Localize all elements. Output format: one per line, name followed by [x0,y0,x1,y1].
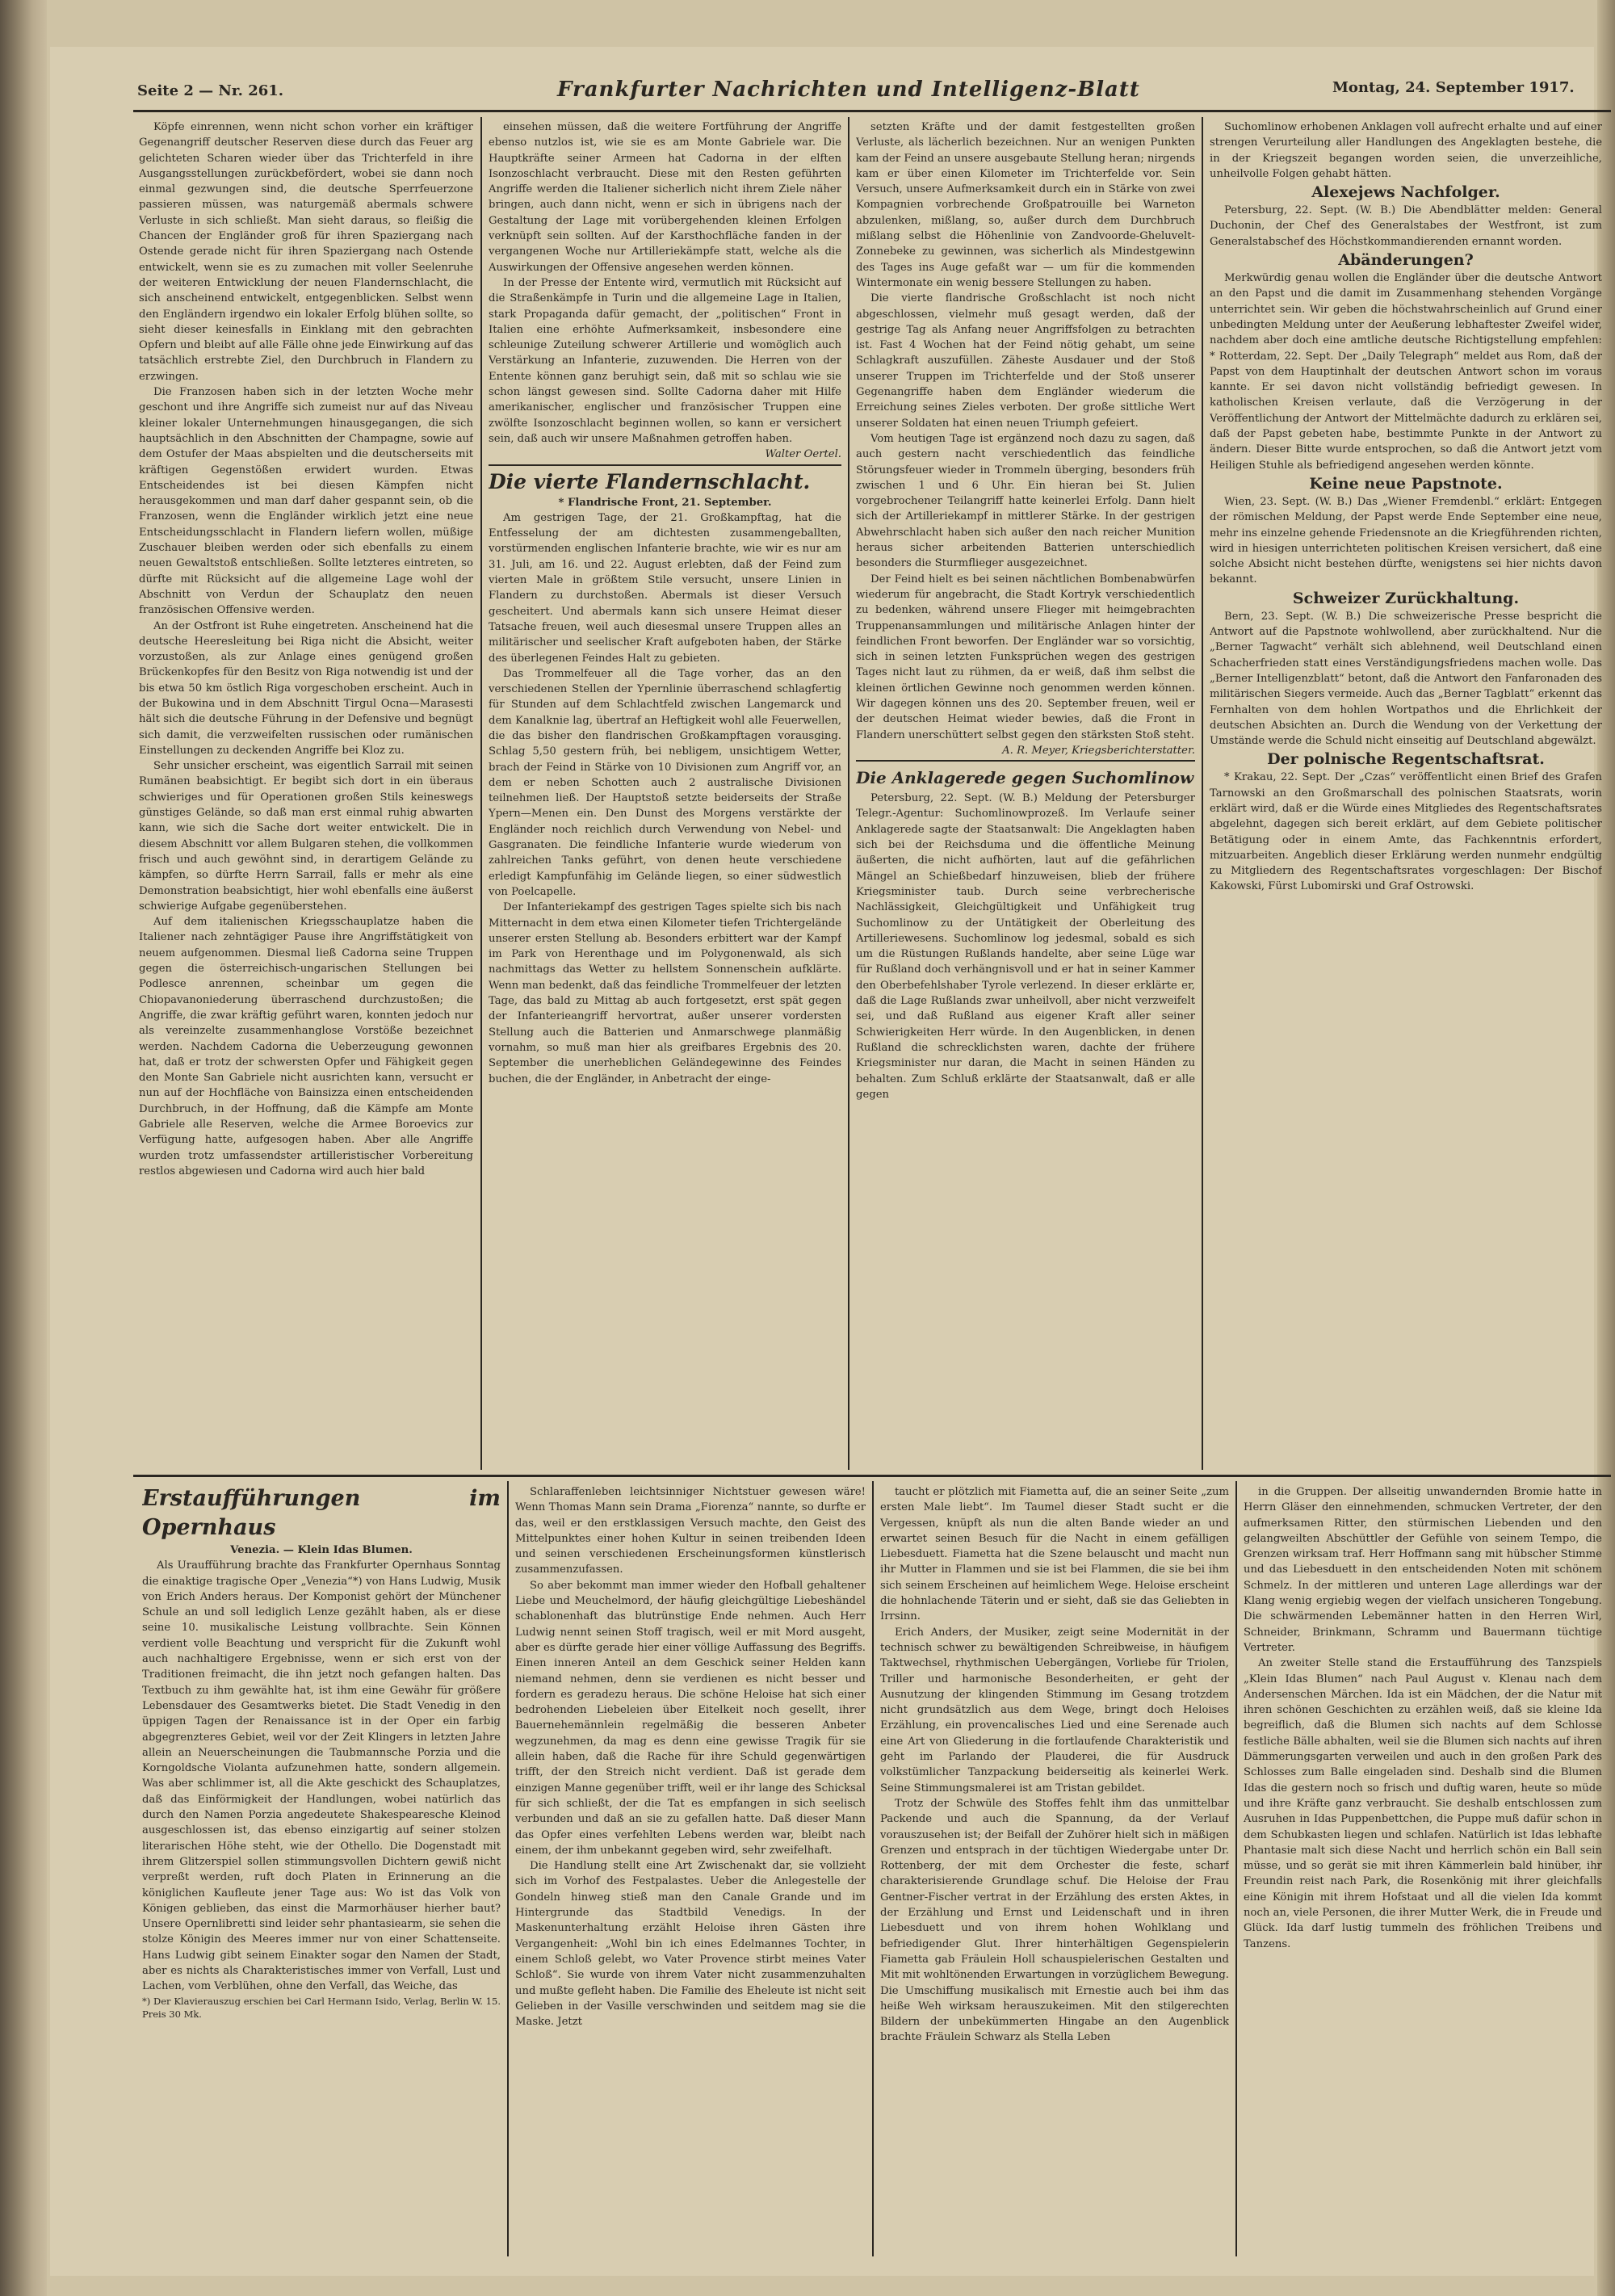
footnote: *) Der Klavierauszug erschien bei Carl Hermann Isido, Verlag, Berlin W. 15. Preis 30 Mk. [142,1995,501,2020]
column-3 [856,120,1195,1468]
paragraph: setzten Kräfte und der damit festgestellten großen Verluste, als lächerlich bezeichnen. Nur an wenigen Punkten kam der Feind an unsere ausgebaute Stellung heran; nirgends kam er über einen Kilometer im Trichterfelde vor. Sein Versuch, unsere Aufmerksamkeit durch ein in Stärke von zwei Kompagnien vorbrechende Großpatrouille bei Warneton abzulenken, mißlang, so, außer durch dem Durchbruch mißlang selbst die Höhenlinie von Zandvoorde-Gheluvelt-Zonnebeke zu gewinnen, was sicherlich als Mindestgewinn des Tages ins Auge gefaßt war — um für die kommenden Wintermonate ein wenig bessere Stellungen zu haben. [856,121,1195,289]
feuilleton-column-1 [142,1484,501,2256]
feuilleton-column-2 [515,1484,866,2256]
paragraph: Wien, 23. Sept. (W. B.) Das „Wiener Fremdenbl.“ erklärt: Entgegen der römischen Meldung, der Papst werde Ende September eine neue, mehr ins einzelne gehende Friedensnote an die Kriegführenden richten, wird in hiesigen unterrichteten politischen Kreisen versichert, daß eine solche Absicht nicht bestehen dürfte, wenigstens sei hier nichts davon bekannt. [1210,495,1602,586]
paragraph: Der Infanteriekampf des gestrigen Tages spielte sich bis nach Mitternacht in dem etwa einen Kilometer tiefen Trichtergelände unserer ersten Stellung ab. Besonders erbittert war der Kampf im Park von Herenthage und im Polygonenwald, als sich nachmittags das Wetter zu hellstem Sonnenschein aufklärte. Wenn man bedenkt, daß das feindliche Trommelfeuer der letzten Tage, das bald zu Mittag ab auch fortgesetzt, erst spät gegen der Infanterieangriff hervortrat, außer unserer vordersten Stellung auch die Batterien und Anmarschwege planmäßig vornahm, so muß man hier als greifbares Ergebnis des 20. September die unerheblichen Geländegewinne des Feindes buchen, die der Engländer, in Anbetracht der einge- [489,901,841,1085]
masthead-rule [133,110,1611,112]
book-binding [0,0,47,2296]
paragraph: taucht er plötzlich mit Fiametta auf, die an seiner Seite „zum ersten Male liebt“. Im Taumel dieser Stadt sucht er die Vergessen, knüpft als nun die alten Bande wieder an und erwartet seinen Besuch für die Nacht in einem gefälligen Liebesduett. Fiametta hat die Szene belauscht und macht nun ihr Mutter in Flammen und sie ist bei Flammen, die sie bei ihm sich seinem Erscheinen auf heimlichem Wege. Heloise erscheint die hohnlachende Täterin und er sieht, daß sie das Geliebten in Irrsinn. [880,1486,1229,1623]
feuilleton-column-3 [880,1484,1229,2256]
section-headline: Keine neue Papstnote. [1309,474,1503,493]
column-divider [1235,1481,1237,2256]
feuilleton-subtitle: Venezia. — Klein Idas Blumen. [230,1544,413,1556]
paper-name: Frankfurter Nachrichten und Intelligenz-Blatt [557,78,1140,102]
issue-date: Montag, 24. September 1917. [1332,79,1575,96]
paragraph: Auf dem italienischen Kriegsschauplatze haben die Italiener nach zehntägiger Pause ihre Angriffstätigkeit von neuem aufgenommen. Diesmal ließ Cadorna seine Truppen gegen die österreichisch-ungarischen Stellungen bei Podlesce anrennen, scheinbar um gegen die Chiopavanoniederung überraschend durchzustoßen; die Angriffe, die zwar kräftig geführt waren, konnten jedoch nur als vereinzelte zusammenhanglose Vorstöße bezeichnet werden. Nachdem Cadorna die Ueberzeugung gewonnen hat, daß er trotz der schwersten Opfer und Fähigkeit gegen den Monte San Gabriele nicht ausrichten kann, versucht er nun auf der Hochfläche von Bainsizza einen entscheidenden Durchbruch, in der Hoffnung, daß die Kämpfe am Monte Gabriele alle Reserven, welche die Armee Boroevics zur Verfügung hatte, aufgesogen haben. Aber alle Angriffe wurden trotz umfassendster artilleristischer Vorbereitung restlos abgewiesen und Cadorna wird auch hier bald [139,916,473,1177]
paragraph: So aber bekommt man immer wieder den Hofball gehaltener Liebe und Meuchelmord, der häufig gleichgültige Liebeshändel schablonenhaft das blutrünstige Ende nehmen. Auch Herr Ludwig nennt seinen Stoff tragisch, weil er mit Mord ausgeht, aber es dürfte gerade hier einer völlige Auffassung des Begriffs. Einen inneren Anteil an dem Geschick seiner Helden kann niemand nehmen, denn sie verdienen es nicht besser und fordern es geradezu heraus. Die schöne Heloise hat sich einer bedrohenden Liebeleien über Eitelkeit noch gesellt, ihrer Bauernehemännlein regelmäßig die besseren Anbeter wegzunehmen, da mag es denn eine gewisse Tragik für sie allein haben, daß die Rache für ihre Schuld gegenwärtigen trifft, der den Streich nicht verdient. Daß ist gerade dem einzigen Manne gegenüber trifft, weil er ihr lange des Schicksal für sich schließt, der die Tat es empfangen in sich seelisch verbunden und daß an sie zu gefallen hatte. Daß dieser Mann das Opfer eines verfehlten Lebens werden war, bleibt nach einem, der ihm unbekannt gegeben wird, sehr zweifelhaft. [515,1579,866,1857]
dateline: * Flandrische Front, 21. September. [558,496,772,509]
paragraph: Die vierte flandrische Großschlacht ist noch nicht abgeschlossen, vielmehr muß gesagt werden, daß der gestrige Tag als Anfang neuer Angriffsfolgen zu betrachten ist. Fast 4 Wochen hat der Feind nötig gehabt, um seine Schlagkraft auszufüllen. Zäheste Ausdauer und der Stoß unserer Truppen im Trichterfelde und der Stoß unserer Gegenangriffe haben dem Engländer wiederum die Erreichung seines Zieles verboten. Der große sittliche Wert unserer Soldaten hat einen neuen Triumph gefeiert. [856,292,1195,430]
paragraph: Als Uraufführung brachte das Frankfurter Opernhaus Sonntag die einaktige tragische Oper „Venezia“*) von Hans Ludwig, Musik von Erich Anders heraus. Der Komponist gehört der Münchener Schule an und soll lediglich Lenze gezählt haben, als er diese seine 10. musikalische Leistung vollbrachte. Sein Können verdient volle Beachtung und verspricht für die Zukunft wohl auch nachhaltigere Ergebnisse, wenn er sich erst von der Traditionen freimacht, die ihn jetzt noch gefangen halten. Das Textbuch zu ihm gewählte hat, ist ihm eine Gewähr für größere Lebensdauer des Gesamtwerks bietet. Die Stadt Venedig in den üppigen Tagen der Renaissance ist in der Oper ein farbig abgegrenzteres Gebiet, weil vor der Zeit Klingers in letzten Jahre allein an Neuerscheinungen die Taubmannsche Porzia und die Korngoldsche Violanta aufzunehmen hatte, sondern allgemein. Was aber schlimmer ist, all die Akte geschickt des Schauplatzes, daß das Einförmigkeit der Handlungen, wobei natürlich das durch den Namen Porzia angedeutete Shakespearesche Kleinod ausgeschlossen ist, das ebenso einzigartig auf seiner stolzen literarischen Höhe steht, wie der Othello. Die Dogenstadt mit ihrem Glitzerspiel sollen stimmungsvollen Dichtern gewiß nicht verpreßt werden, ruft doch Platen in Erinnerung an die königlichen Kaufleute jener Tage aus: Wo ist das Volk von Königen geblieben, das einst die Marmorhäuser hierher baut? Unsere Opernlibretti sind leider sehr phantasiearm, sie sehen die stolze Königin des Meeres immer nur von einer Schattenseite. Hans Ludwig gibt seinem Einakter sogar den Namen der Stadt, aber es nichts als Charakteristisches immer von Verfall, Lust und Lachen, vom Verblühen, ohne den Verfall, das Weiche, das [142,1559,501,1993]
article-rule [489,464,841,466]
feuilleton-rule [133,1475,1611,1477]
page-label: Seite 2 — Nr. 261. [137,82,284,99]
paragraph: einsehen müssen, daß die weitere Fortführung der Angriffe ebenso nutzlos ist, wie sie es am Monte Gabriele war. Die Hauptkräfte seiner Armeen hat Cadorna in der elften Isonzoschlacht verbraucht. Diese mit den Resten geführten Angriffe werden die Italiener sicherlich nicht ihrem Ziele näher bringen, auch dann nicht, wenn er sich in übrigens nach der Gestaltung der Lage mit vorübergehenden kleinen Erfolgen verknüpft sein sollten. Auf der Karsthochfläche fanden in der vergangenen Woche nur Artilleriekämpfe statt, welche als die Auswirkungen der Offensive angesehen werden können. [489,121,841,274]
paragraph: Petersburg, 22. Sept. (W. B.) Die Abendblätter melden: General Duchonin, der Chef des Generalstabes der Westfront, ist zum Generalstabschef des Höchstkommandierenden ernannt worden. [1210,204,1602,248]
paragraph: in die Gruppen. Der allseitig unwandernden Bromie hatte in Herrn Gläser den einnehmenden, schmucken Vertreter, der den aufmerksamen Ritter, den stürmischen Liebenden und den gelangweilten Abschüttler der Gefühle von seinem Tempo, die Grenzen wirksam traf. Herr Hoffmann sang mit hübscher Stimme und das Liebesduett in den entscheidenden Noten mit schönem Schmelz. In der mittleren und unteren Lage allerdings war der Klang wenig ergiebig wegen der vielfach unsicheren Tongebung. Die schwärmenden Lebemänner hatten in den Herren Wirl, Schneider, Brinkmann, Schramm und Bauermann tüchtige Vertreter. [1244,1486,1602,1654]
paragraph: Trotz der Schwüle des Stoffes fehlt ihm das unmittelbar Packende und auch die Spannung, da der Verlauf vorauszusehen ist; der Beifall der Zuhörer hielt sich in mäßigen Grenzen und entsprach in der tüchtigen Wiedergabe unter Dr. Rottenberg, der mit dem Orchester die feste, scharf charakterisierende Grundlage schuf. Die Heloise der Frau Gentner-Fischer vertrat in der Erzählung des ersten Aktes, in der Erzählung und Ernst und Leidenschaft und in ihren Liebesduett und von ihrem hohen Wohlklang und befriedigender Glut. Ihrer hinterhältigen Gegenspielerin Fiametta gab Fräulein Holl schauspielerischen Gestalten und Mit mit wohltönenden Erwartungen in vorzüglichem Bewegung. Die Umschiffung musikalisch mit Ernestie auch bei ihm das heiße Weh wirksam herauszukeimen. Mit den stilgerechten Bildern der unbekümmerten Hingabe an den Augenblick brachte Fräulein Schwarz als Stella Leben [880,1797,1229,2044]
column-divider [848,117,849,1470]
paragraph: In der Presse der Entente wird, vermutlich mit Rücksicht auf die Straßenkämpfe in Turin und die allgemeine Lage in Italien, stark Propaganda dafür gemacht, der „politischen“ Front in Italien eine erhöhte Aufmerksamkeit, insbesondere eine schleunige Zuteilung schwerer Artillerie und womöglich auch Verstärkung an Infanterie, zuzuwenden. Die Herren von der Entente können ganz beruhigt sein, daß mit so schlau wie sie schon längst gewesen sind. Sollte Cadorna daher mit Hilfe amerikanischer, englischer und französischer Truppen eine zwölfte Isonzoschlacht beginnen wollen, so kann er versichert sein, daß auch wir unsere Maßnahmen getroffen haben. [489,276,841,445]
paragraph: An zweiter Stelle stand die Erstaufführung des Tanzspiels „Klein Idas Blumen“ nach Paul August v. Klenau nach dem Andersenschen Märchen. Ida ist ein Mädchen, der die Natur mit ihren schönen Geschichten zu erzählen weiß, daß sie kleine Ida begreiflich, daß die Blumen sich nachts auf dem Schlosse festliche Bälle abhalten, weil sie die Blumen sich nachts auf ihren Dämmerungsgarten verweilen und auch in den großen Park des Schlosses zum Balle eingeladen sind. Deshalb sind die Blumen Idas die gestern noch so frisch und duftig waren, heute so müde und ihre Kräfte ganz verbraucht. Sie deshalb entschlossen zum Ausruhen in Idas Puppenbettchen, die Puppe muß dafür schon in dem Schubkasten liegen und schlafen. Natürlich ist Idas lebhafte Phantasie malt sich diese Nacht und herrlich schön ein Ball sein müsse, und so gerät sie mit ihren Kämmerlein bald hinüber, ihr Freundin reist nach Park, die Rosenkönig mit ihrer gleichfalls eine Königin mit ihrem Hofstaat und all die vielen Ida kommt noch an, viele Personen, die ihrer Mutter Werk, die in Freude und Glück. Ida darf lustig tummeln des fröhlichen Treibens und Tanzens. [1244,1657,1602,1950]
section-headline: Der polnische Regentschaftsrat. [1267,750,1545,769]
paragraph: Die Franzosen haben sich in der letzten Woche mehr geschont und ihre Angriffe sich zumeist nur auf das Niveau kleiner lokaler Unternehmungen hinausgegangen, die sich hauptsächlich in den Abschnitten der Champagne, sowie auf dem Ostufer der Maas abspielten und die deutscherseits mit kräftigen Gegenstößen erwidert wurden. Etwas Entscheidendes ist bei diesen Kämpfen nicht herausgekommen und man darf daher gespannt sein, ob die Franzosen, wenn die Engländer wirklich jetzt eine neue Entscheidungsschlacht in Flandern liefern wollen, müßige Zuschauer bleiben werden oder sich ebenfalls zu einem neuen Gewaltstoß entschließen. Sollte letzteres eintreten, so dürfte mit Rücksicht auf die allgemeine Lage wohl der Abschnitt von Verdun der Schauplatz den neuen französischen Offensive werden. [139,386,473,617]
column-divider [480,117,482,1470]
paragraph: Suchomlinow erhobenen Anklagen voll aufrecht erhalte und auf einer strengen Verurteilung aller Handlungen des Angeklagten bestehe, die in der Kriegszeit begangen worden seien, die unverzeihliche, unheilvolle Folgen gehabt hätten. [1210,121,1602,180]
author-signature: Walter Oertel. [765,448,841,461]
paragraph: Am gestrigen Tage, der 21. Großkampftag, hat die Entfesselung der am dichtesten zusammengeballten, vorstürmenden englischen Infanterie brachte, wie wir es nur am 31. Juli, am 16. und 22. August erlebten, daß der Feind zum vierten Male in größtem Stile versucht, unsere Linien in Flandern zu durchstoßen. Abermals ist dieser Versuch gescheitert. Und abermals kann sich unsere Heimat dieser Tatsache freuen, weil auch diesesmal unsere Truppen alles an militärischer und seelischer Kraft aufgeboten haben, der Stärke des überlegenen Feindes Halt zu gebieten. [489,511,841,665]
paragraph: Das Trommelfeuer all die Tage vorher, das an den verschiedenen Stellen der Ypernlinie überraschend schlagfertig für Stunden auf dem Schlachtfeld zwischen Langemarck und dem Kanalknie lag, übertraf an Heftigkeit wohl alle Feuerwellen, die das bisher den flandrischen Großkampftagen vorausging. Schlag 5,50 gestern früh, bei nebligem, unsichtigem Wetter, brach der Feind in Stärke von 10 Divisionen zum Angriff vor, an dem er neben Schotten auch 2 australische Divisionen teilnehmen ließ. Der Hauptstoß setzte beiderseits der Straße Ypern—Menen ein. Den Dunst des Morgens verstärkte der Engländer noch reichlich durch Verwendung von Nebel- und Gasgranaten. Die feindliche Infanterie wurde wiederum von zahlreichen Tanks geführt, von denen heute verschiedene erledigt Kampfunfähig im Gelände liegen, so einer südwestlich von Poelcapelle. [489,667,841,898]
column-2 [489,120,841,1468]
section-headline: Schweizer Zurückhaltung. [1292,589,1520,607]
article-rule [856,760,1195,762]
paragraph: * Krakau, 22. Sept. Der „Czas“ veröffentlicht einen Brief des Grafen Tarnowski an den Großmarschall des polnischen Staatsrats, worin erklärt wird, daß er die Würde eines Mitgliedes des Regentschaftsrates abgelehnt, dagegen sich bereit erklärt, auf dem Gebiete politischer Betätigung oder in einem Amte, das Fachkenntnis erfordert, mitzuarbeiten. Angeblich dieser Erklärung werden nunmehr endgültig zu Mitgliedern des Regentschaftsrates vorgeschlagen: Der Bischof Kakowski, Fürst Lubomirski und Graf Ostrowski. [1210,771,1602,893]
paragraph: Die Handlung stellt eine Art Zwischenakt dar, sie vollzieht sich im Vorhof des Festpalastes. Ueber die Anlegestelle der Gondeln hinweg stieß man den Canale Grande und im Hintergrunde das Stadtbild Venedigs. In der Maskenunterhaltung erzählt Heloise ihren Gästen ihre Vergangenheit: „Wohl bin ich eines Edelmannes Tochter, in einem Schloß gelebt, wo Vater Provence stirbt meines Vater Schloß“. Sie wurde von ihrem Vater nicht zusammenzuhalten und mußte gefleht haben. Die Familie des Eheleute ist nicht seit Gelieben in der Vasille verschwinden und seitdem mag sie die Maske. Jetzt [515,1860,866,2029]
author-signature: A. R. Meyer, Kriegsberichterstatter. [1002,744,1195,757]
paragraph: Sehr unsicher erscheint, was eigentlich Sarrail mit seinen Rumänen beabsichtigt. Er begibt sich dort in ein überaus schwieriges und für Operationen großen Stils keineswegs günstiges Gelände, so daß man erst einmal ruhig abwarten kann, wie sich die Sache dort weiter entwickelt. Die in diesem Abschnitt vor allem Bulgaren stehen, die vollkommen frisch und auch gewöhnt sind, in derartigem Gelände zu kämpfen, so dürfte Herrn Sarrail, falls er mehr als eine Demonstration beabsichtigt, hier wohl ebenfalls eine äußerst schwierige Aufgabe gegenüberstehen. [139,760,473,913]
feuilleton-title: Erstaufführungen im Opernhaus [142,1486,501,1540]
paragraph: Köpfe einrennen, wenn nicht schon vorher ein kräftiger Gegenangriff deutscher Reserven diese durch das Feuer arg gelichteten Scharen wieder über das Trichterfeld in ihre Ausgangsstellungen zurückbefördert, wobei sie dann noch einmal gezwungen sind, die deutsche Sperrfeuerzone passieren müssen, was naturgemäß abermals schwere Verluste in sich schließt. Man sieht daraus, so fleißig die Chancen der Engländer groß für ihren Spaziergang nach Ostende gerade nicht für ihren Spaziergang nach Ostende entwickelt, wenn sie es zu zumachen mit voller Seelenruhe der weiteren Entwicklung der neuen Flandernschlacht, die sich anscheinend entwickelt, entgegenblicken. Selbst wenn den Engländern irgendwo ein lokaler Erfolg blühen sollte, so sieht dieser keinesfalls in Einklang mit den gebrachten Opfern und bleibt auf alle Fälle ohne jede Einwirkung auf das tatsächlich erstrebte Ziel, den Durchbruch in Flandern zu erzwingen. [139,121,473,383]
paragraph: Bern, 23. Sept. (W. B.) Die schweizerische Presse bespricht die Antwort auf die Papstnote wohlwollend, aber zurückhaltend. Nur die „Berner Tagwacht“ verhält sich ablehnend, weil Deutschland einen Schacherfrieden statt eines Verständigungsfriedens machen wolle. Das „Berner Intelligenzblatt“ betont, daß die Antwort den Fanfaronaden des militärischen Siegers vermeide. Auch das „Berner Tagblatt“ erkennt das Fernhalten von dem hohlen Wortpathos und die Ehrlichkeit der deutschen Absichten an. Durch die Wendung von der Verkettung der Umstände werde die Schuld nicht einseitig auf Deutschland abgewälzt. [1210,610,1602,748]
feuilleton-column-4 [1244,1484,1602,2256]
masthead [89,74,1615,108]
column-4 [1210,120,1602,1468]
article-headline: Die Anklagerede gegen Suchomlinow [856,768,1194,788]
paragraph: Erich Anders, der Musiker, zeigt seine Modernität in der technisch schwer zu bewältigenden Schreibweise, in häufigem Taktwechsel, rhythmischen Uebergängen, Vorliebe für Triolen, Triller und harmonische Besonderheiten, er geht der Ausnutzung der klingenden Stimmung im Gesang trotzdem nicht grundsätzlich aus dem Wege, bringt doch Heloises Erzählung, ein provencalisches Lied und eine Serenade auch eine Art von Gliederung in die fortlaufende Charakteristik und geht im Parlando der Plauderei, die für Ausdruck volkstümlicher Tanzpackung beiderseitig als keinerlei Werk. Seine Stimmungsmalerei ist am Tristan gebildet. [880,1626,1229,1794]
column-divider [872,1481,874,2256]
paragraph: Schlaraffenleben leichtsinniger Nichtstuer gewesen wäre! Wenn Thomas Mann sein Drama „Fiorenza“ nannte, so durfte er das, weil er den erstklassigen Versuch machte, den Geist des Mittelpunktes einer hohen Kultur in seinen treibenden Ideen und seinen verschiedenen Erscheinungsformen künstlerisch zusammenzufassen. [515,1486,866,1576]
column-1 [139,120,473,1468]
paragraph: Petersburg, 22. Sept. (W. B.) Meldung der Petersburger Telegr.-Agentur: Suchomlinowprozeß. Im Verlaufe seiner Anklagerede sagte der Staatsanwalt: Die Angeklagten haben sich bei der Reichsduma und die öffentliche Meinung äußerten, die nicht aufhörten, laut auf die gefährlichen Mängel an Schießbedarf hinzuweisen, blieb der frühere Kriegsminister taub. Durch seine verbrecherische Nachlässigkeit, Gleichgültigkeit und Unfähigkeit trug Suchomlinow zu der Untätigkeit der Oberleitung des Artilleriewesens. Suchomlinow log jedesmal, sobald es sich um die Rüstungen Rußlands handelte, aber seine Lüge war für Rußland doch verhängnisvoll und er hat in seiner Kammer den Oberbefehlshaber Tyrole verlezend. In dieser erklärte er, daß die Lage Rußlands zwar unheilvoll, aber nicht verzweifelt sei, und daß Rußland aus eigener Kraft aller seiner Schwierigkeiten Herr würde. In den Augenblicken, in denen Rußland die schrecklichsten waren, dachte der frühere Kriegsminister nur daran, die Macht in seinen Händen zu behalten. Zum Schluß erklärte der Staatsanwalt, daß er alle gegen [856,792,1195,1101]
paragraph: An der Ostfront ist Ruhe eingetreten. Anscheinend hat die deutsche Heeresleitung bei Riga nicht die Absicht, weiter vorzustoßen, als zur Anlage eines genügend großen Brückenkopfes für den Besitz von Riga notwendig ist und der bis etwa 50 km östlich Riga vorgeschoben erscheint. Auch in der Bukowina und in dem Abschnitt Tirgul Ocna—Marasesti hält sich die deutsche Führung in der Defensive und begnügt sich damit, die verzweifelten russischen oder rumänischen Einstellungen zu deckenden Angriffe bei Kloz zu. [139,619,473,757]
paragraph: Der Feind hielt es bei seinen nächtlichen Bombenabwürfen wiederum für angebracht, die Stadt Kortryk verschiedentlich zu bedenken, während unsere Flieger mit heimgebrachten Truppenansammlungen und militärische Anlagen hinter der feindlichen Front beworfen. Der Engländer war so vorsichtig, sich in seinen letzten Funksprüchen wegen des gestrigen Tages nicht laut zu rühmen, da er weiß, daß ihm selbst die kleinen örtlichen Gewinne noch genommen werden können. Wir dagegen können uns des 20. September freuen, weil er der deutschen Heimat wieder bewies, daß die Front in Flandern unerschüttert selbst gegen den stärksten Stoß steht. [856,573,1195,741]
section-headline: Abänderungen? [1338,251,1474,270]
article-headline: Die vierte Flandernschlacht. [489,469,811,493]
column-divider [1202,117,1203,1470]
paragraph: Merkwürdig genau wollen die Engländer über die deutsche Antwort an den Papst und die damit im Zusammenhang stehenden Vorgänge unterrichtet sein. Wir geben die höchstwahrscheinlich auf Grund einer unbedingten Meldung unter der Aeußerung lebhaftester Zweifel wider, nachdem aber doch eine amtliche deutsche Richtigstellung empfehlen: * Rotterdam, 22. Sept. Der „Daily Telegraph“ meldet aus Rom, daß der Papst von dem Hauptinhalt der deutschen Antwort schon im voraus kannte. Er sei davon nicht vollständig befriedigt gewesen. In katholischen Kreisen verlaute, daß die Verzögerung in der Veröffentlichung der Antwort der Mittelmächte dadurch zu erklären sei, daß der Papst gebeten habe, bestimmte Punkte in der Antwort zu ändern. Dieser Bitte wurde entsprochen, so daß die Antwort jetzt vom Heiligen Stuhle als befriedigend angesehen werden könnte. [1210,272,1602,472]
paragraph: Vom heutigen Tage ist ergänzend noch dazu zu sagen, daß auch gestern nacht verschiedentlich das feindliche Störungsfeuer wieder in Trommeln überging, besonders früh zwischen 1 und 6 Uhr. Ein hieran bei St. Julien vorgebrochener Teilangriff hatte keinerlei Erfolg. Dann hielt sich der Artilleriekampf in mittlerer Stärke. In der gestrigen Abwehrschlacht haben sich außer den nach reicher Munition heraus sicher arbeitenden Batterien unterschiedlich besonders die Sturmflieger ausgezeichnet. [856,432,1195,570]
column-divider [507,1481,509,2256]
section-headline: Alexejews Nachfolger. [1311,183,1500,202]
